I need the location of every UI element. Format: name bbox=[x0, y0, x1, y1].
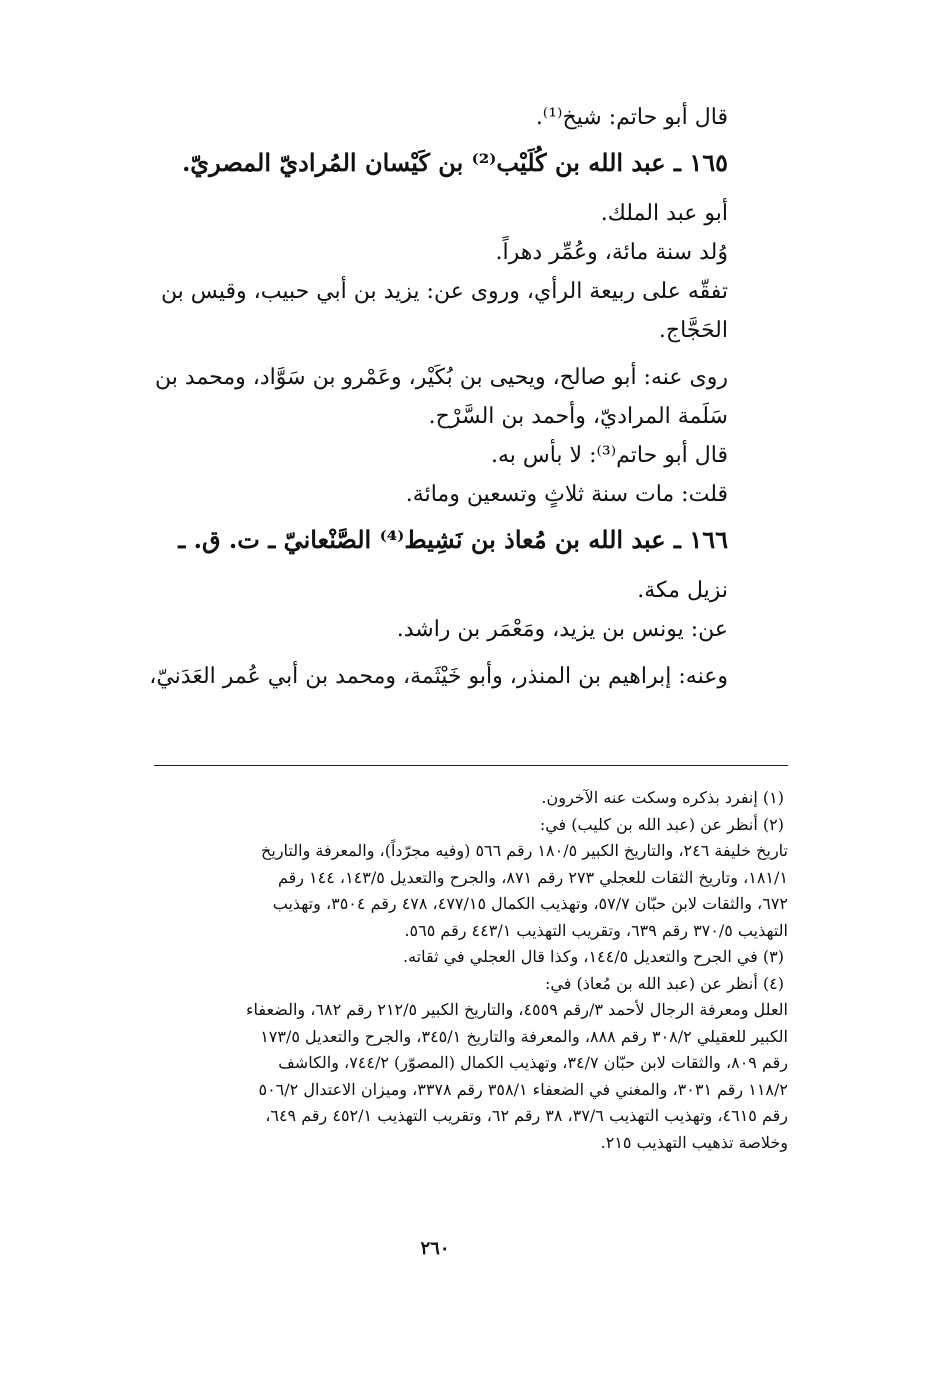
page-number-text: ٢٦٠ bbox=[420, 1238, 450, 1259]
entry-heading-166: ١٦٦ ـ عبد الله بن مُعاذ بن نَشِيط⁽⁴⁾ الصَّنْعانيّ ـ ت. ق. ـ bbox=[178, 525, 728, 554]
footnote-2-body bbox=[98, 838, 788, 944]
text-line: سَلَمة المراديّ، وأحمد بن السَّرْح. bbox=[428, 404, 728, 429]
footnote-line: ١٨١/١، وتاريخ الثقات للعجلي ٢٧٣ رقم ٨٧١، والجرح والتعديل ١٤٣/٥، ١٤٤ رقم bbox=[277, 867, 788, 887]
footnote-1: (١) إنفرد بذكره وسكت عنه الآخرون. bbox=[541, 788, 784, 807]
text-line: قال أبو حاتم: شيخ⁽¹⁾. bbox=[535, 105, 728, 130]
footnote-line: ١١٨/٢ رقم ٣٠٣١، والمغني في الضعفاء ٣٥٨/١ رقم ٣٣٧٨، وميزان الاعتدال ٥٠٦/٢ bbox=[258, 1079, 788, 1099]
footnote-4-body bbox=[98, 997, 788, 1156]
footnote-line: رقم ٨٠٩، والثقات لابن حبّان ٣٤/٧، وتهذيب الكمال (المصوّر) ٧٤٤/٢، والكاشف bbox=[278, 1053, 788, 1072]
footnote-line: العلل ومعرفة الرجال لأحمد ٣/رقم ٤٥٥٩، والتاريخ الكبير ٢١٢/٥ رقم ٦٨٢، والضعفاء bbox=[245, 1000, 788, 1019]
text-line: أبو عبد الملك. bbox=[600, 201, 728, 226]
footnote-line: ٦٧٢، والثقات لابن حبّان ٥٧/٧، وتهذيب الكمال ٤٧٧/١٥، ٤٧٨ رقم ٣٥٠٤، وتهذيب bbox=[272, 894, 788, 913]
footnote-line: التهذيب ٣٧٠/٥ رقم ٦٣٩، وتقريب التهذيب ٤٤٣/١ رقم ٥٦٥. bbox=[404, 920, 788, 940]
footnote-2-label: (٢) أنظر عن (عبد الله بن كليب) في: bbox=[539, 814, 784, 834]
text-line: عن: يونس بن يزيد، ومَعْمَر بن راشد. bbox=[396, 617, 728, 642]
footnote-separator bbox=[154, 765, 788, 766]
entry-heading-165: ١٦٥ ـ عبد الله بن كُلَيْب⁽²⁾ بن كَيْسان المُراديّ المصريّ. bbox=[181, 148, 728, 177]
text-line: وُلد سنة مائة، وعُمِّر دهراً. bbox=[495, 240, 728, 265]
footnote-3: (٣) في الجرح والتعديل ١٤٤/٥، وكذا قال العجلي في ثقاته. bbox=[403, 947, 784, 966]
footnote-line: الكبير للعقيلي ٣٠٨/٢ رقم ٨٨٨، والمعرفة والتاريخ ٣٤٥/١، والجرح والتعديل ١٧٣/٥ bbox=[260, 1026, 788, 1046]
text-line: الحَجَّاج. bbox=[658, 318, 728, 343]
footnote-4-label: (٤) أنظر عن (عبد الله بن مُعاذ) في: bbox=[544, 973, 784, 993]
main-text bbox=[98, 98, 728, 696]
footnote-line: تاريخ خليفة ٢٤٦، والتاريخ الكبير ١٨٠/٥ رقم ٥٦٦ (وفيه مجرّداً)، والمعرفة والتاريخ bbox=[261, 841, 788, 860]
footnote-line: رقم ٤٦١٥، وتهذيب التهذيب ٣٧/٦، ٣٨ رقم ٦٢، وتقريب التهذيب ٤٥٢/١ رقم ٦٤٩، bbox=[265, 1106, 788, 1125]
text-line: قال أبو حاتم⁽³⁾: لا بأس به. bbox=[490, 443, 728, 468]
text-line: وعنه: إبراهيم بن المنذر، وأبو خَيْثَمة، ومحمد بن أبي عُمر العَدَنيّ، bbox=[149, 664, 728, 689]
page-number bbox=[0, 1238, 940, 1259]
footnote-line: وخلاصة تذهيب التهذيب ٢١٥. bbox=[600, 1132, 788, 1152]
text-line: روى عنه: أبو صالح، ويحيى بن بُكَيْر، وعَمْرو بن سَوَّاد، ومحمد بن bbox=[155, 365, 728, 390]
text-line: نزيل مكة. bbox=[637, 578, 728, 603]
footnotes bbox=[98, 785, 788, 1156]
text-line: تفقّه على ربيعة الرأي، وروى عن: يزيد بن أبي حبيب، وقيس بن bbox=[160, 279, 728, 304]
text-line: قلت: مات سنة ثلاثٍ وتسعين ومائة. bbox=[405, 482, 728, 507]
